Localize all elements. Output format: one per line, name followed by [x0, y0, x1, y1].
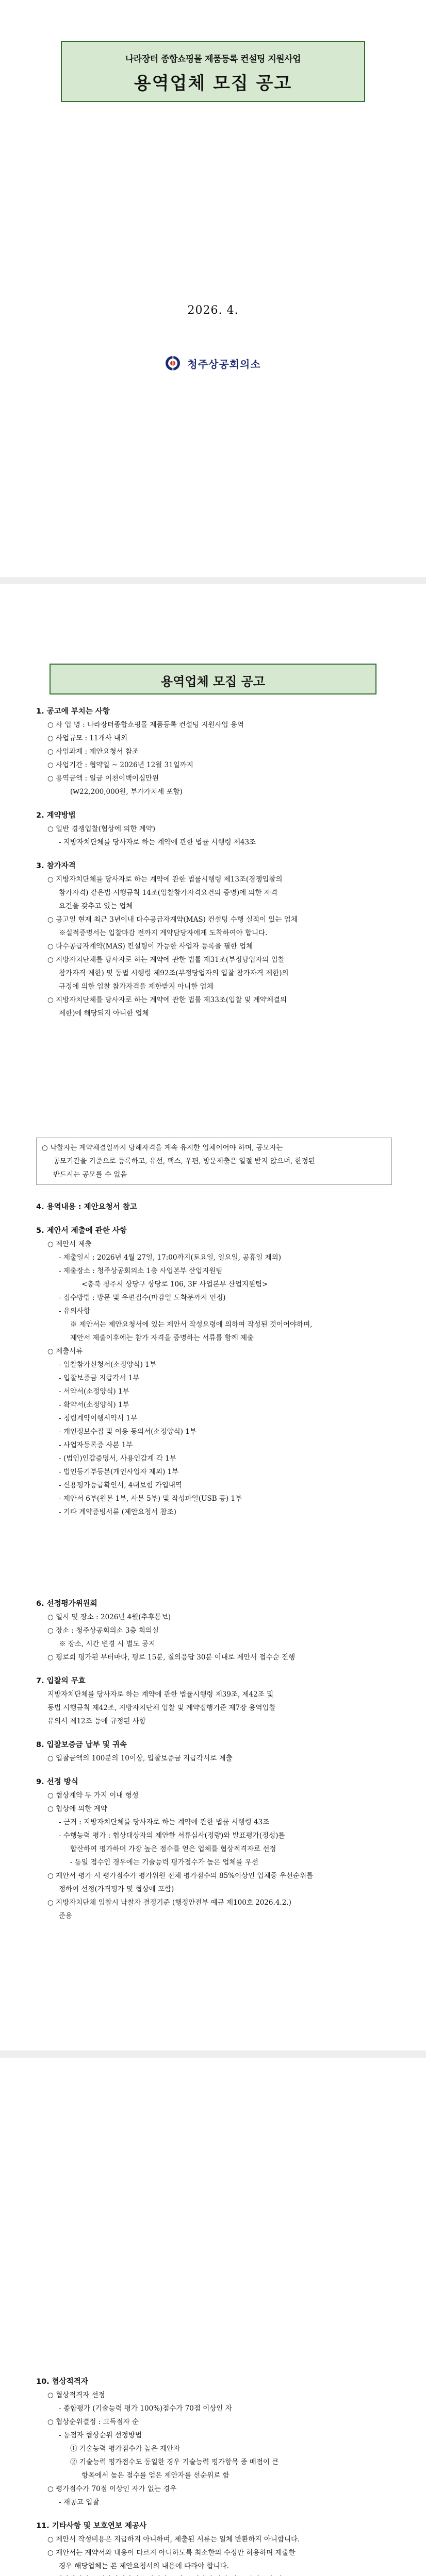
list-item: ② 기술능력 평가점수도 동일한 경우 기술능력 평가항목 중 배점이 큰: [70, 2458, 279, 2466]
list-item: ○ 장소 : 청주상공회의소 3층 회의실: [47, 1626, 159, 1635]
section-heading: 5. 제안서 제출에 관한 사항: [36, 1227, 127, 1235]
list-item: ○ 협상에 의한 계약: [47, 1805, 107, 1813]
cover-title-box: [61, 41, 365, 102]
notice-line: 반드시는 공모를 수 없음: [53, 1171, 127, 1179]
list-item: ○ 제출서류: [47, 1347, 83, 1355]
section-heading: 1. 공고에 부치는 사항: [36, 707, 110, 716]
sections-6-9: [36, 1597, 392, 1923]
notice-body: [0, 587, 426, 2576]
organization-name: 청주상공회의소: [187, 358, 261, 370]
list-item: 정하여 선정(가격평가 및 협상에 포함): [59, 1885, 174, 1893]
cci-logo-icon: [165, 355, 181, 371]
notice-line: ○ 낙찰자는 계약체결일까지 당해자격을 계속 유지한 업체이어야 하며, 공모자는: [42, 1144, 283, 1152]
list-item: - 입찰보증금 지급각서 1부: [59, 1374, 140, 1382]
section-heading: 4. 용역내용 : 제안요청서 참고: [36, 1203, 137, 1211]
list-item: ○ 제안서는 계약서와 내용이 다르지 아니하도록 최소한의 수정만 허용하며 제출한: [47, 2549, 296, 2557]
list-item: ○ 지방자치단체를 당사자로 하는 계약에 관한 법률 제31조(부정당업자의 입찰: [47, 956, 285, 964]
list-item: ○ 제안서 평가 시 평가점수가 평가위원 전체 평가점수의 85%이상인 업체중 우선순위를: [47, 1872, 314, 1880]
section-heading: 11. 기타사항 및 보호연보 제공사: [36, 2522, 146, 2530]
list-item: ○ 평로회 평가된 부터마다, 평로 15분, 질의응답 30분 이내로 제안서 접수순 진행: [47, 1653, 296, 1662]
list-item: - 동일 점수인 경우에는 기술능력 평가점수가 높은 업체를 우선: [70, 1858, 258, 1867]
list-item: ○ 협상계약 두 가지 이내 형성: [47, 1791, 139, 1800]
section-heading: 10. 협상적격자: [36, 2378, 88, 2386]
list-item: ① 기술능력 평가점수가 높은 제안자: [70, 2445, 181, 2453]
list-item: ○ 협상순위결정 : 고득점자 순: [47, 2418, 139, 2426]
page-divider: [0, 577, 426, 584]
sections-10-11: [36, 2375, 392, 2576]
list-item: ○ 지방자치단체 입찰시 낙찰자 결정기준 (행정안전부 예규 제100호 2026.4.2.): [47, 1899, 291, 1907]
list-item: ○ 사업규모 : 11개사 내외: [47, 734, 127, 742]
notice-line: 공모기간을 기준으로 등록하고, 유선, 팩스, 우편, 방문제출은 일절 받지 않으며, 한정된: [53, 1157, 315, 1165]
list-item: 합산하여 평가하며 가장 높은 점수를 얻은 업체를 협상적격자로 선정: [70, 1845, 276, 1853]
list-item: - 재공고 입찰: [59, 2498, 100, 2506]
list-item: - 개인정보수집 및 이용 동의서(소정양식) 1부: [59, 1428, 196, 1436]
list-item: - 지방자치단체를 당사자로 하는 계약에 관한 법률 시행령 제43조: [59, 838, 256, 846]
list-item: - 종합평가 (기술능력 평가 100%)점수가 70점 이상인 자: [59, 2404, 232, 2413]
list-item: - 기타 계약증빙서류 (제안요청서 참조): [59, 1508, 176, 1516]
cover-date: 2026. 4.: [187, 304, 239, 317]
list-item: 항목에서 높은 점수를 얻은 제안자를 선순위로 함: [81, 2471, 230, 2480]
cover-subtitle: 나라장터 종합쇼핑몰 제품등록 컨설팅 지원사업: [125, 54, 301, 64]
list-item: - 입찰참가신청서(소정양식) 1부: [59, 1361, 156, 1369]
list-item: 참가자격 제한) 및 동법 시행령 제92조(부정당업자의 입찰 참가자격 제한)의: [59, 969, 289, 977]
sections-4-5: [36, 1200, 392, 1519]
list-item: ○ 협상적격자 선정: [47, 2391, 105, 2399]
list-item: ※ 장소, 시간 변경 시 별도 공지: [59, 1640, 155, 1648]
list-item: - 청렴계약이행서약서 1부: [59, 1414, 138, 1422]
list-item: - 제출일시 : 2026년 4월 27일, 17:00까지(토요일, 일요일, 공휴일 제외): [59, 1253, 281, 1262]
list-item: [36, 2573, 392, 2576]
list-item: - 근거 : 지방자치단체를 당사자로 하는 계약에 관한 법률 시행령 43조: [59, 1818, 270, 1826]
list-item: ○ 다수공급자계약(MAS) 컨설팅이 가능한 사업자 등록을 필한 업체: [47, 942, 253, 951]
list-item: ○ 사업과제 : 제안요청서 참조: [47, 748, 139, 756]
list-item: 제한)에 해당되지 아니한 업체: [59, 1009, 149, 1018]
list-item: - 법인등기부등본(개인사업자 제외) 1부: [59, 1468, 179, 1476]
list-item: ○ 일시 및 장소 : 2026년 4월(추후통보): [47, 1613, 171, 1621]
list-item: - 수행능력 평가 : 협상대상자의 제안한 서류심사(정량)와 발표평가(정성)를: [59, 1832, 285, 1840]
list-item: - (법인)인감증명서, 사용인감계 각 1부: [59, 1454, 176, 1463]
list-item: - 유의사항: [59, 1307, 91, 1315]
list-item: - 제안서 6부(원본 1부, 사본 5부) 및 작성파일(USB 등) 1부: [59, 1495, 242, 1503]
list-item: - 서약서(소정양식) 1부: [59, 1387, 129, 1396]
list-item: 요건을 갖추고 있는 업체: [59, 902, 133, 910]
list-item: ○ 지방자치단체를 당사자로 하는 계약에 관한 법률시행령 제13조(경쟁입찰의: [47, 875, 283, 884]
list-item: 동법 시행규칙 제42조, 지방자치단체 입찰 및 계약집행기준 제7장 용역입찰: [47, 1704, 276, 1712]
list-item: 제안서 제출이후에는 참가 자격을 증명하는 서류를 함께 제출: [70, 1334, 254, 1342]
list-item: - 접수방법 : 방문 및 우편접수(마감일 도착분까지 인정): [59, 1294, 226, 1302]
section-heading: 3. 참가자격: [36, 862, 76, 870]
notice-title: 용역업체 모집 공고: [160, 674, 266, 689]
section-heading: 6. 선정평가위원회: [36, 1600, 97, 1608]
cover-title: 용역업체 모집 공고: [134, 73, 292, 94]
sections-1-3: [36, 705, 392, 1020]
list-item: 유의서 제12조 등에 규정된 사항: [47, 1717, 146, 1725]
list-item: (₩22,200,000원, 부가가치세 포함): [70, 788, 183, 796]
list-item: ※ 제안서는 제안요청서에 있는 제안서 작성요령에 의하여 작성된 것이어야하며,: [70, 1320, 313, 1329]
list-item: - 동점자 협상순위 선정방법: [59, 2431, 142, 2439]
section-heading: 7. 입찰의 무효: [36, 1677, 86, 1685]
list-item: 경우 해당업체는 본 제안요청서의 내용에 따라야 합니다.: [59, 2562, 229, 2570]
organization: [0, 355, 426, 376]
list-item: - 확약서(소정양식) 1부: [59, 1401, 129, 1409]
list-item: ○ 평가점수가 70점 이상인 자가 없는 경우: [47, 2485, 177, 2493]
list-item: ○ 제안서 제출: [47, 1240, 92, 1248]
list-item: ○ 제안서 작성비용은 지급하지 아니하며, 제출된 서류는 일체 반환하지 아니합니다.: [47, 2535, 300, 2544]
list-item: - 사업자등록증 사본 1부: [59, 1441, 133, 1449]
list-item: 준용: [59, 1912, 73, 1920]
list-item: ○ 지방자치단체를 당사자로 하는 계약에 관한 법률 제33조(입찰 및 계약체결의: [47, 996, 287, 1004]
list-item: <충북 청주시 상당구 상당로 106, 3F 사업본부 산업지원팀>: [81, 1280, 268, 1289]
page-divider: [0, 2050, 426, 2058]
section-heading: 2. 계약방법: [36, 811, 76, 820]
list-item: 참가자격) 같은법 시행규칙 14조(입찰참가자격요건의 증명)에 의한 자격: [59, 889, 277, 897]
section-heading: 8. 입찰보증금 납부 및 귀속: [36, 1741, 127, 1749]
list-item: - 제출장소 : 청주상공회의소 1층 사업본부 산업지원팀: [59, 1267, 223, 1275]
list-item: ※실적증명서는 입찰마감 전까지 계약담당자에게 도착하여야 합니다.: [59, 929, 268, 937]
list-item: ○ 사업기간 : 협약일 ~ 2026년 12월 31일까지: [47, 761, 193, 769]
list-item: - 신용평가등급확인서, 4대보험 가입내역: [59, 1481, 182, 1489]
list-item: ○ 일반 경쟁입찰(협상에 의한 계약): [47, 825, 156, 833]
section-heading: 9. 선정 방식: [36, 1778, 78, 1786]
list-item: ○ 입찰금액의 100분의 10이상, 입찰보증금 지급각서로 제출: [47, 1754, 233, 1762]
list-item: ○ 용역금액 : 일금 이천이백이십만원: [47, 774, 159, 783]
cover-page: [0, 0, 426, 577]
notice-box: [36, 1138, 392, 1185]
list-item: ○ 공고일 현재 최근 3년이내 다수공급자계약(MAS) 컨설팅 수행 실적이 있는 업체: [47, 916, 298, 924]
list-item: ○ 사 업 명 : 나라장터종합쇼핑몰 제품등록 컨설팅 지원사업 용역: [47, 721, 244, 729]
list-item: 지방자치단체를 당사자로 하는 계약에 관한 법률시행령 제39조, 제42조 및: [47, 1690, 274, 1699]
list-item: 규정에 의한 입찰 참가자격을 제한받지 아니한 업체: [59, 982, 214, 991]
notice-title-box: [50, 664, 376, 694]
